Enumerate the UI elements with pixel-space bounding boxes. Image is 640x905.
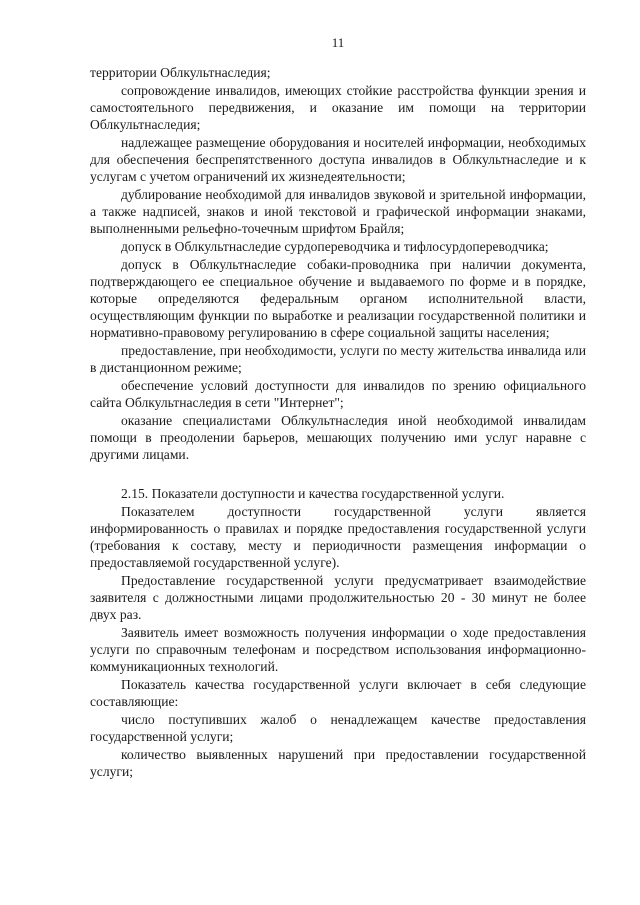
page-number: 11 xyxy=(331,35,345,50)
paragraph: Заявитель имеет возможность получения информации о ходе предоставления услуги по справочным телефонам и посредством использования информационно-коммуникационных технологий. xyxy=(90,625,586,674)
paragraph: оказание специалистами Облкультнаследия иной необходимой инвалидам помощи в преодолении барьеров, мешающих получению ими услуг наравне с другими лицами. xyxy=(90,413,586,462)
paragraph: Показателем доступности государственной услуги является информированность о правилах и порядке предоставления государственной услуги (требования к составу, месту и периодичности размещения информации о предоставляемой государственной услуге). xyxy=(90,504,586,570)
paragraph: допуск в Облкультнаследие сурдопереводчика и тифлосурдопереводчика; xyxy=(121,239,549,254)
paragraph: число поступивших жалоб о ненадлежащем качестве предоставления государственной услуги; xyxy=(90,712,586,744)
paragraph: Предоставление государственной услуги предусматривает взаимодействие заявителя с должностными лицами продолжительностью 20 - 30 минут не более двух раз. xyxy=(90,573,586,622)
section-heading: 2.15. Показатели доступности и качества государственной услуги. xyxy=(121,486,505,501)
paragraph: допуск в Облкультнаследие собаки-проводника при наличии документа, подтверждающего ее специальное обучение и выдаваемого по форме и в порядке, которые определяются федеральным органом исполнительной власти, осуществляющим функции по выработке и реализации государственной политики и нормативно-правовому регулированию в сфере социальной защиты населения; xyxy=(90,257,586,340)
paragraph: Показатель качества государственной услуги включает в себя следующие составляющие: xyxy=(90,677,586,709)
paragraph: обеспечение условий доступности для инвалидов по зрению официального сайта Облкультнаследия в сети "Интернет"; xyxy=(90,378,586,410)
paragraph: надлежащее размещение оборудования и носителей информации, необходимых для обеспечения беспрепятственного доступа инвалидов в Облкультнаследие и к услугам с учетом ограничений их жизнедеятельности; xyxy=(90,135,586,184)
paragraph: территории Облкультнаследия; xyxy=(90,65,271,80)
paragraph: дублирование необходимой для инвалидов звуковой и зрительной информации, а также надписей, знаков и иной текстовой и графической информации знаками, выполненными рельефно-точечным шрифтом Брайля; xyxy=(90,187,586,236)
paragraph: количество выявленных нарушений при предоставлении государственной услуги; xyxy=(90,747,586,779)
document-page xyxy=(90,32,586,781)
paragraph: сопровождение инвалидов, имеющих стойкие расстройства функции зрения и самостоятельного передвижения, и оказание им помощи на территории Облкультнаследия; xyxy=(90,83,586,132)
paragraph: предоставление, при необходимости, услуги по месту жительства инвалида или в дистанционном режиме; xyxy=(90,343,586,375)
